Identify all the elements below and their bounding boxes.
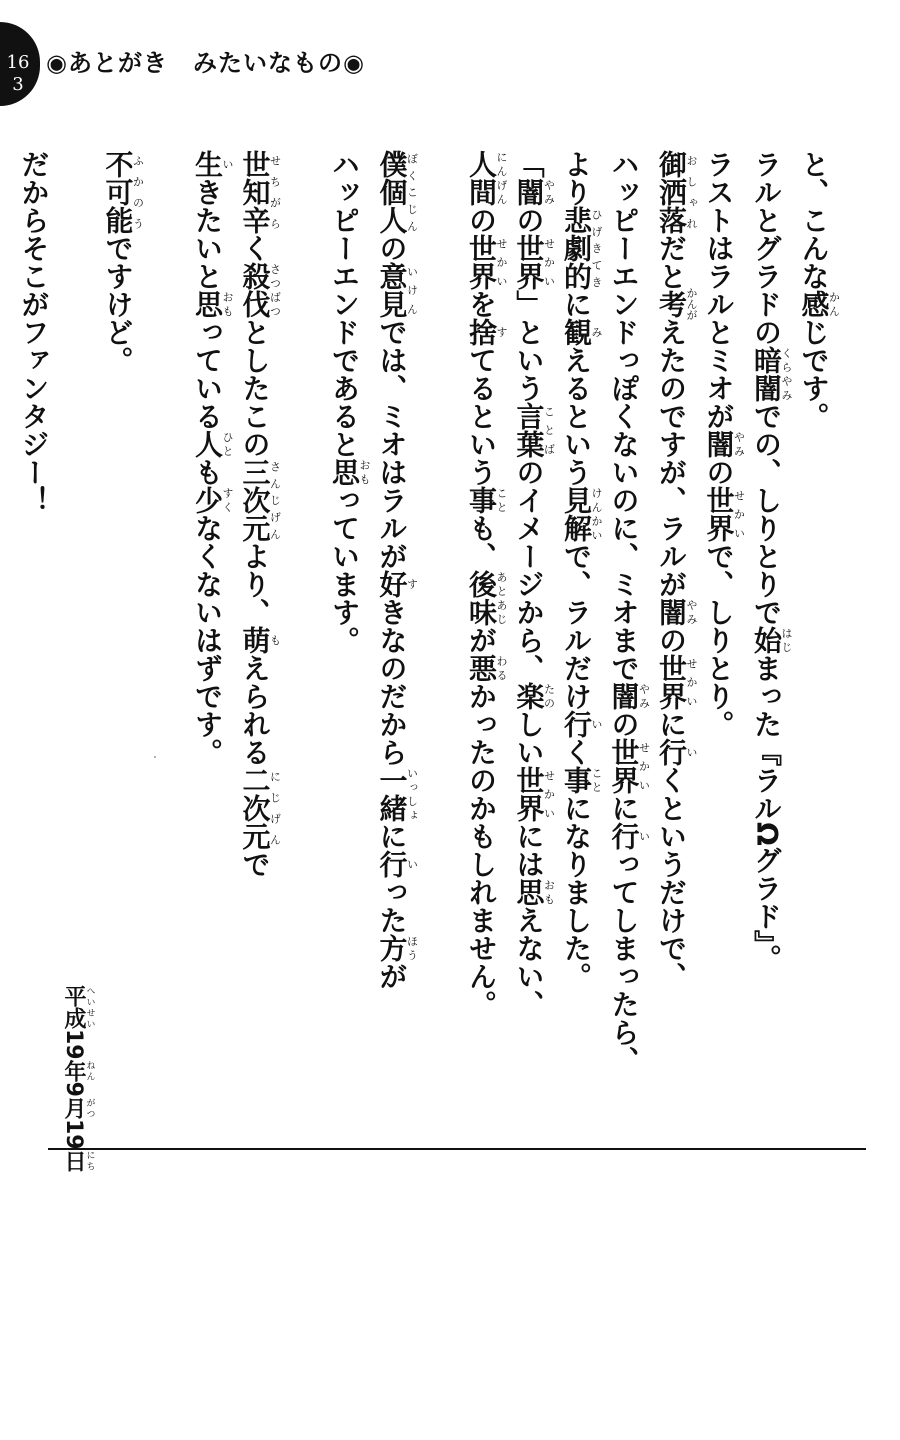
text-line-6: より悲劇的ひげきてきに観みえるという見解けんかいで、ラルだけ行いく事ことになりました。: [560, 150, 603, 990]
paragraph-gap: [281, 150, 323, 910]
text-line-10: ハッピーエンドであると思おもっています。: [328, 150, 371, 654]
page-number: 163: [6, 52, 30, 95]
chapter-header-title: ◉あとがき みたいなもの◉: [46, 49, 365, 77]
date-day: 19: [61, 1118, 86, 1150]
paragraph-gap: [144, 150, 186, 910]
page-number-tab: [0, 22, 40, 106]
text-line-5: ハッピーエンドっぽくないのに、ミオまで闇やみの世界せかいに行いってしまったら、: [607, 150, 651, 1074]
text-line-9: 僕個人ぼくこじんの意見いけんでは、ミオはラルが好すきなのだから一緒いっしょに行いった方ほうが: [375, 150, 419, 990]
text-line-2: ラルとグラドの暗闇くらやみでの、しりとりで始はじまった『ラルΩグラド』。: [750, 150, 793, 972]
date-year: 19: [61, 1029, 86, 1060]
date-month: 9: [61, 1081, 86, 1097]
paragraph-gap: [55, 150, 97, 910]
text-line-3: ラストはラルとミオが闇やみの世界せかいで、しりとり。: [702, 150, 746, 738]
text-line-11: 世知辛せちがらく殺伐さつばつとしたこの三次元さんじげんより、萌もえられる二次元にじげんで: [238, 150, 282, 878]
horizontal-rule: [48, 1148, 866, 1150]
text-line-13: 不可能ふかのうですけど。: [101, 150, 145, 374]
text-line-12: 生いきたいと思おもっている人ひとも少すくなくないはずです。: [191, 150, 234, 766]
text-line-14: だからそこがファンタジー！: [17, 150, 51, 514]
text-line-8: 人間にんげんの世界せかいを捨すてるという事ことも、後味あとあじが悪わるかったのかもしれません。: [465, 150, 508, 1018]
paragraph-gap: [418, 150, 460, 910]
text-line-7: 「闇やみの世界せかい」という言葉ことばのイメージから、楽たのしい世界せかいには思おもえない、: [512, 150, 556, 1018]
date-signature: 平成へいせい19年ねん9月がつ19日にち: [61, 985, 95, 1172]
print-speck: [154, 756, 156, 758]
text-line-4: 御洒落おしゃれだと考かんがえたのですが、ラルが闇やみの世界せかいに行いくというだけで、: [655, 150, 698, 990]
text-line-1: と、こんな感かんじです。: [797, 150, 841, 430]
